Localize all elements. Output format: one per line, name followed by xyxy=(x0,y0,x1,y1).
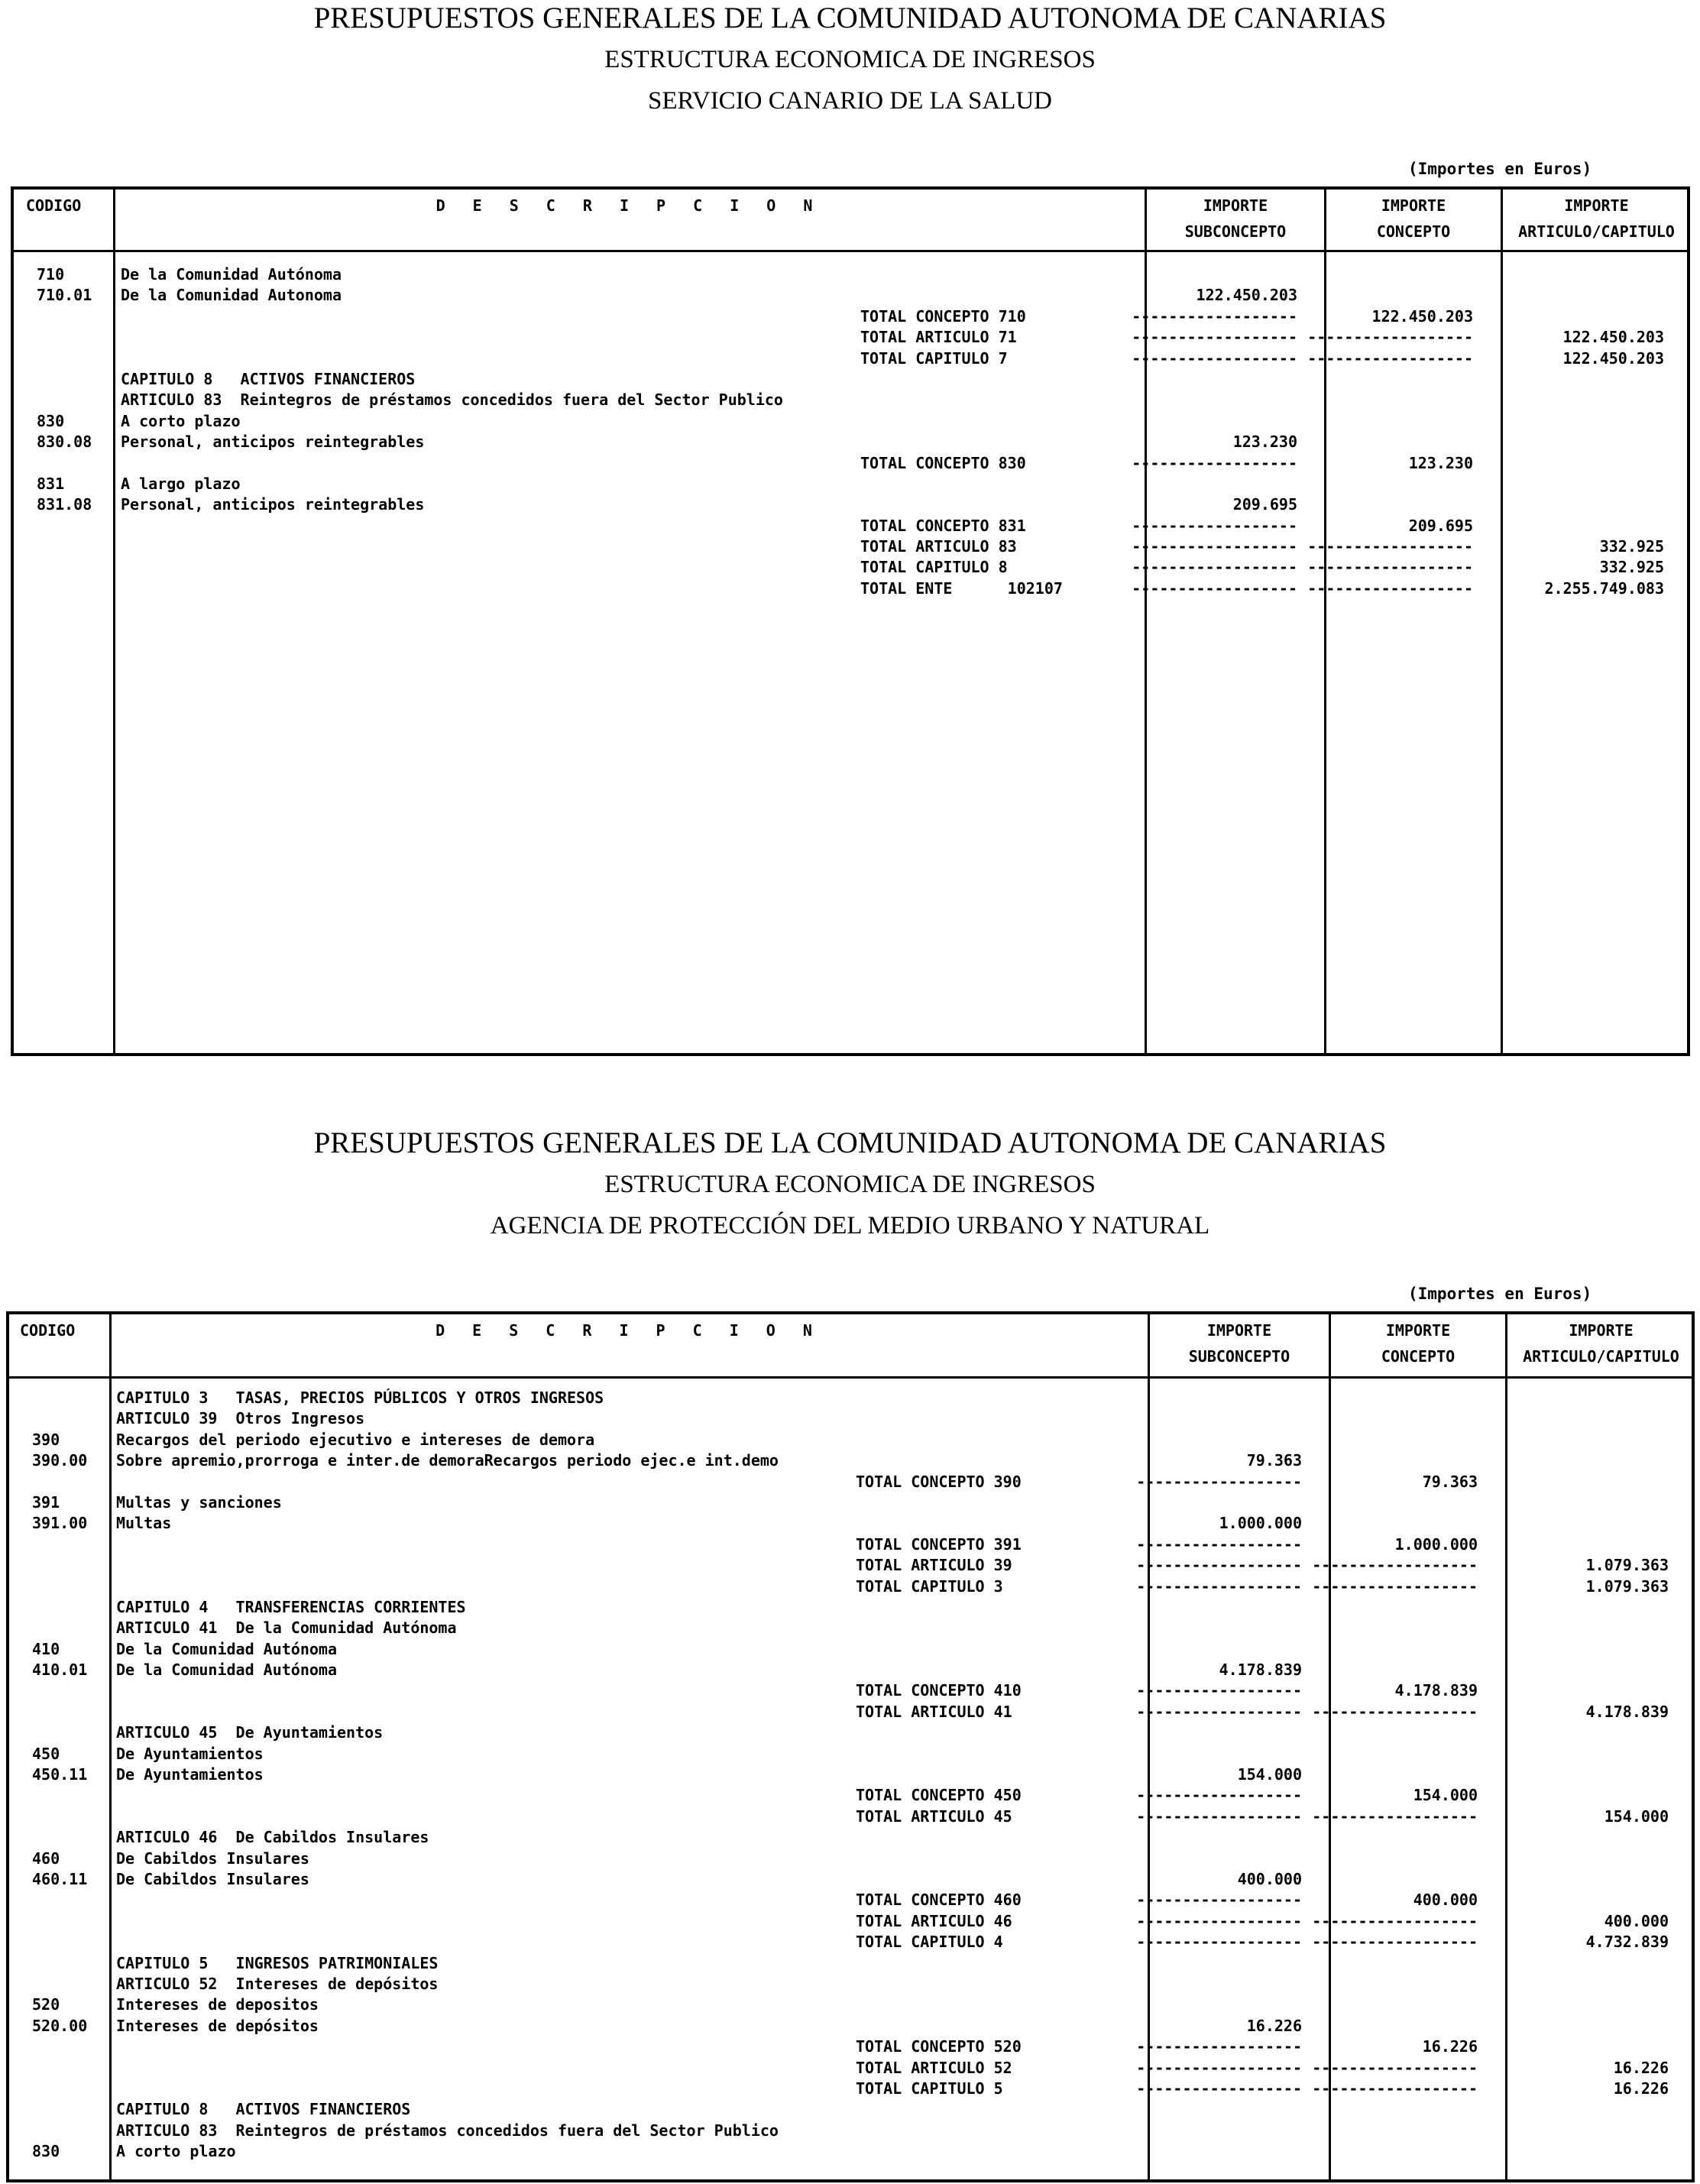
row-description: Recargos del periodo ejecutivo e intereses de demora xyxy=(116,1430,595,1449)
amount-concepto: ------------------ xyxy=(1312,1702,1478,1721)
row-code: 830 xyxy=(32,2142,60,2161)
amount-articulo-capitulo: 1.079.363 xyxy=(1585,1556,1669,1575)
row-description: De la Comunidad Autónoma xyxy=(116,1661,337,1680)
report-subtitle: ESTRUCTURA ECONOMICA DE INGRESOS xyxy=(604,46,1096,73)
total-row xyxy=(9,1576,1692,1597)
header-line: IMPORTE xyxy=(1203,196,1268,215)
header-line: IMPORTE xyxy=(1206,1321,1272,1340)
header-codigo: CODIGO xyxy=(20,1321,76,1340)
row-description: ARTICULO 41 De la Comunidad Autónoma xyxy=(116,1619,457,1638)
row-code: 831 xyxy=(37,474,65,493)
total-row xyxy=(9,1702,1692,1722)
amount-articulo-capitulo: 2.255.749.083 xyxy=(1544,578,1664,598)
row-description: De Ayuntamientos xyxy=(116,1744,264,1763)
row-total-label: TOTAL CAPITULO 7 xyxy=(860,348,1008,368)
table-row xyxy=(14,411,1687,432)
amount-articulo-capitulo: 16.226 xyxy=(1613,2079,1669,2098)
amount-concepto: 79.363 xyxy=(1422,1472,1478,1491)
row-code: 520.00 xyxy=(32,2016,88,2035)
row-total-label: TOTAL CONCEPTO 460 xyxy=(856,1891,1022,1910)
amount-concepto: 400.000 xyxy=(1413,1891,1478,1910)
amount-concepto: ------------------ xyxy=(1312,2058,1478,2077)
table-row xyxy=(9,1618,1692,1638)
amount-concepto: ------------------ xyxy=(1307,578,1473,598)
table-row xyxy=(9,1430,1692,1450)
units-note: (Importes en Euros) xyxy=(1408,160,1592,178)
total-row xyxy=(14,348,1687,369)
row-description: ARTICULO 83 Reintegros de préstamos concedidos fuera del Sector Publico xyxy=(116,2121,779,2140)
amount-subconcepto: 154.000 xyxy=(1237,1765,1302,1784)
total-row xyxy=(9,1472,1692,1492)
amount-concepto: ------------------ xyxy=(1312,2079,1478,2098)
row-code: 831.08 xyxy=(37,495,92,514)
total-row xyxy=(14,557,1687,578)
amount-articulo-capitulo: 1.079.363 xyxy=(1585,1576,1669,1596)
header-subconcepto xyxy=(1150,1317,1329,1369)
table-row xyxy=(9,1994,1692,2015)
total-row xyxy=(14,327,1687,348)
row-description: ARTICULO 46 De Cabildos Insulares xyxy=(116,1828,429,1847)
row-total-label: TOTAL ARTICULO 52 xyxy=(856,2058,1012,2077)
table-row xyxy=(14,264,1687,285)
row-description: ARTICULO 45 De Ayuntamientos xyxy=(116,1723,384,1742)
table-row xyxy=(9,1722,1692,1743)
header-descripcion: D E S C R I P C I O N xyxy=(436,1321,821,1340)
amount-articulo-capitulo: 332.925 xyxy=(1599,558,1664,577)
row-description: ARTICULO 52 Intereses de depósitos xyxy=(116,1974,439,1993)
row-total-label: TOTAL CONCEPTO 410 xyxy=(856,1681,1022,1700)
table-row xyxy=(9,1513,1692,1534)
header-line: IMPORTE xyxy=(1385,1321,1451,1340)
table-row xyxy=(9,1408,1692,1429)
table-row xyxy=(14,494,1687,515)
row-description: De Cabildos Insulares xyxy=(116,1869,309,1888)
amount-subconcepto: 122.450.203 xyxy=(1196,286,1297,305)
header-codigo: CODIGO xyxy=(26,196,82,215)
row-total-label: TOTAL CAPITULO 5 xyxy=(856,2079,1003,2098)
amount-subconcepto: ------------------ xyxy=(1136,1681,1302,1700)
header-divider xyxy=(9,1376,1692,1379)
header-line: SUBCONCEPTO xyxy=(1184,222,1287,241)
amount-subconcepto: ------------------ xyxy=(1136,1534,1302,1554)
total-row xyxy=(9,1806,1692,1827)
amount-subconcepto: ------------------ xyxy=(1136,2058,1302,2077)
row-description: ARTICULO 39 Otros Ingresos xyxy=(116,1409,365,1428)
table-row xyxy=(9,1827,1692,1848)
amount-concepto: ------------------ xyxy=(1312,1576,1478,1596)
table-row xyxy=(9,1869,1692,1890)
table-row xyxy=(14,390,1687,410)
row-total-label: TOTAL CONCEPTO 831 xyxy=(860,516,1026,535)
row-total-label: TOTAL CONCEPTO 710 xyxy=(860,306,1026,326)
amount-concepto: 16.226 xyxy=(1422,2037,1478,2056)
row-description: De la Comunidad Autónoma xyxy=(116,1639,337,1658)
header-line: SUBCONCEPTO xyxy=(1188,1347,1290,1366)
table-row xyxy=(9,1492,1692,1513)
row-description: Intereses de depositos xyxy=(116,1995,319,2014)
row-description: CAPITULO 4 TRANSFERENCIAS CORRIENTES xyxy=(116,1597,466,1616)
row-total-label: TOTAL ARTICULO 45 xyxy=(856,1806,1012,1826)
row-code: 830.08 xyxy=(37,433,92,452)
total-row xyxy=(14,578,1687,599)
row-total-label: TOTAL ENTE 102107 xyxy=(860,578,1063,598)
amount-concepto: 1.000.000 xyxy=(1394,1534,1478,1554)
row-code: 410 xyxy=(32,1639,60,1658)
row-total-label: TOTAL CAPITULO 4 xyxy=(856,1933,1003,1952)
row-description: Personal, anticipos reintegrables xyxy=(121,433,425,452)
total-row xyxy=(9,1890,1692,1910)
report-entity: AGENCIA DE PROTECCIÓN DEL MEDIO URBANO Y NATURAL xyxy=(490,1212,1210,1239)
header-concepto xyxy=(1326,193,1501,245)
amount-subconcepto: 400.000 xyxy=(1237,1869,1302,1888)
row-description: Sobre apremio,prorroga e inter.de demoraRecargos periodo ejec.e int.demo xyxy=(116,1451,779,1470)
amount-concepto: 154.000 xyxy=(1413,1786,1478,1805)
amount-articulo-capitulo: 122.450.203 xyxy=(1562,328,1664,347)
row-total-label: TOTAL ARTICULO 41 xyxy=(856,1702,1012,1721)
row-description: De la Comunidad Autónoma xyxy=(121,265,342,284)
table-row xyxy=(14,474,1687,494)
row-total-label: TOTAL CONCEPTO 830 xyxy=(860,453,1026,472)
amount-subconcepto: ------------------ xyxy=(1136,2037,1302,2056)
amount-concepto: ------------------ xyxy=(1307,558,1473,577)
row-code: 830 xyxy=(37,411,65,430)
header-line: ARTICULO/CAPITULO xyxy=(1523,1347,1679,1366)
amount-subconcepto: ------------------ xyxy=(1136,1786,1302,1805)
row-total-label: TOTAL ARTICULO 39 xyxy=(856,1556,1012,1575)
amount-subconcepto: ------------------ xyxy=(1136,1556,1302,1575)
amount-subconcepto: ------------------ xyxy=(1132,328,1297,347)
table-row xyxy=(9,1744,1692,1764)
row-description: Intereses de depósitos xyxy=(116,2016,319,2035)
table-row xyxy=(9,1953,1692,1974)
header-concepto xyxy=(1331,1317,1505,1369)
amount-subconcepto: ------------------ xyxy=(1136,1806,1302,1826)
amount-concepto: ------------------ xyxy=(1312,1556,1478,1575)
amount-subconcepto: ------------------ xyxy=(1132,348,1297,368)
amount-articulo-capitulo: 4.732.839 xyxy=(1585,1933,1669,1952)
row-total-label: TOTAL CAPITULO 8 xyxy=(860,558,1008,577)
table-body xyxy=(9,1388,1692,2162)
amount-subconcepto: ------------------ xyxy=(1136,1891,1302,1910)
header-line: CONCEPTO xyxy=(1376,222,1451,241)
budget-table-1 xyxy=(11,186,1690,1056)
row-code: 710.01 xyxy=(37,286,92,305)
amount-concepto: ------------------ xyxy=(1307,537,1473,556)
total-row xyxy=(9,1555,1692,1576)
amount-articulo-capitulo: 16.226 xyxy=(1613,2058,1669,2077)
total-row xyxy=(9,1680,1692,1701)
row-description: De Ayuntamientos xyxy=(116,1765,264,1784)
header-line: ARTICULO/CAPITULO xyxy=(1518,222,1675,241)
row-code: 460 xyxy=(32,1849,60,1868)
total-row xyxy=(14,306,1687,327)
row-description: Multas y sanciones xyxy=(116,1492,282,1512)
header-line: IMPORTE xyxy=(1569,1321,1634,1340)
table-row xyxy=(14,369,1687,390)
table-row xyxy=(9,1660,1692,1680)
row-description: Personal, anticipos reintegrables xyxy=(121,495,425,514)
total-row xyxy=(14,536,1687,557)
total-row xyxy=(9,2058,1692,2079)
amount-articulo-capitulo: 4.178.839 xyxy=(1585,1702,1669,1721)
report-title: PRESUPUESTOS GENERALES DE LA COMUNIDAD AUTONOMA DE CANARIAS xyxy=(313,1126,1387,1159)
amount-subconcepto: ------------------ xyxy=(1132,453,1297,472)
amount-articulo-capitulo: 122.450.203 xyxy=(1562,348,1664,368)
row-code: 450.11 xyxy=(32,1765,88,1784)
row-description: CAPITULO 5 INGRESOS PATRIMONIALES xyxy=(116,1953,439,1972)
row-total-label: TOTAL ARTICULO 46 xyxy=(856,1911,1012,1930)
total-row xyxy=(9,1911,1692,1932)
amount-concepto: 209.695 xyxy=(1408,516,1473,535)
amount-subconcepto: ------------------ xyxy=(1132,306,1297,326)
header-subconcepto xyxy=(1147,193,1324,245)
report-header-2 xyxy=(0,1125,1700,1239)
amount-concepto: 122.450.203 xyxy=(1371,306,1473,326)
row-code: 390 xyxy=(32,1430,60,1449)
row-description: CAPITULO 8 ACTIVOS FINANCIEROS xyxy=(116,2100,411,2119)
row-description: CAPITULO 8 ACTIVOS FINANCIEROS xyxy=(121,369,416,388)
table-row xyxy=(9,2141,1692,2162)
amount-subconcepto: 16.226 xyxy=(1246,2016,1302,2035)
units-note: (Importes en Euros) xyxy=(1408,1285,1592,1303)
total-row xyxy=(9,2037,1692,2057)
row-code: 520 xyxy=(32,1995,60,2014)
row-total-label: TOTAL CONCEPTO 450 xyxy=(856,1786,1022,1805)
row-description: A corto plazo xyxy=(116,2142,236,2161)
budget-table-2 xyxy=(6,1311,1695,2182)
amount-subconcepto: ------------------ xyxy=(1132,558,1297,577)
row-total-label: TOTAL CAPITULO 3 xyxy=(856,1576,1003,1596)
total-row xyxy=(14,453,1687,474)
report-title: PRESUPUESTOS GENERALES DE LA COMUNIDAD AUTONOMA DE CANARIAS xyxy=(313,2,1387,34)
amount-subconcepto: ------------------ xyxy=(1132,516,1297,535)
amount-subconcepto: 4.178.839 xyxy=(1219,1661,1302,1680)
amount-subconcepto: ------------------ xyxy=(1136,1576,1302,1596)
amount-concepto: ------------------ xyxy=(1312,1911,1478,1930)
header-articulo xyxy=(1503,193,1690,245)
row-code: 460.11 xyxy=(32,1869,88,1888)
amount-subconcepto: 79.363 xyxy=(1246,1451,1302,1470)
row-description: A corto plazo xyxy=(121,411,241,430)
amount-subconcepto: 209.695 xyxy=(1232,495,1297,514)
header-line: IMPORTE xyxy=(1564,196,1629,215)
total-row xyxy=(9,1785,1692,1806)
row-code: 391 xyxy=(32,1492,60,1512)
row-total-label: TOTAL CONCEPTO 391 xyxy=(856,1534,1022,1554)
amount-subconcepto: ------------------ xyxy=(1136,1472,1302,1491)
total-row xyxy=(14,516,1687,536)
row-code: 390.00 xyxy=(32,1451,88,1470)
report-subtitle: ESTRUCTURA ECONOMICA DE INGRESOS xyxy=(604,1171,1096,1198)
table-row xyxy=(9,2016,1692,2037)
row-total-label: TOTAL CONCEPTO 390 xyxy=(856,1472,1022,1491)
header-articulo xyxy=(1507,1317,1695,1369)
amount-articulo-capitulo: 154.000 xyxy=(1604,1806,1669,1826)
amount-articulo-capitulo: 400.000 xyxy=(1604,1911,1669,1930)
row-code: 450 xyxy=(32,1744,60,1763)
header-descripcion: D E S C R I P C I O N xyxy=(436,196,822,215)
row-description: CAPITULO 3 TASAS, PRECIOS PÚBLICOS Y OTROS INGRESOS xyxy=(116,1388,604,1407)
row-description: De la Comunidad Autonoma xyxy=(121,286,342,305)
row-code: 391.00 xyxy=(32,1514,88,1533)
table-row xyxy=(9,2121,1692,2141)
row-total-label: TOTAL CONCEPTO 520 xyxy=(856,2037,1022,2056)
amount-subconcepto: ------------------ xyxy=(1136,1933,1302,1952)
amount-subconcepto: ------------------ xyxy=(1132,578,1297,598)
table-row xyxy=(14,432,1687,452)
table-row xyxy=(9,2099,1692,2120)
row-code: 410.01 xyxy=(32,1661,88,1680)
total-row xyxy=(9,1534,1692,1555)
header-line: CONCEPTO xyxy=(1381,1347,1456,1366)
header-divider xyxy=(14,250,1687,252)
amount-concepto: 123.230 xyxy=(1408,453,1473,472)
table-row xyxy=(9,1597,1692,1618)
amount-subconcepto: 123.230 xyxy=(1232,433,1297,452)
table-row xyxy=(9,1764,1692,1785)
row-description: Multas xyxy=(116,1514,172,1533)
total-row xyxy=(9,2079,1692,2099)
amount-subconcepto: ------------------ xyxy=(1132,537,1297,556)
amount-articulo-capitulo: 332.925 xyxy=(1599,537,1664,556)
table-row xyxy=(9,1639,1692,1660)
amount-concepto: ------------------ xyxy=(1312,1933,1478,1952)
table-row xyxy=(9,1849,1692,1869)
amount-concepto: ------------------ xyxy=(1312,1806,1478,1826)
total-row xyxy=(9,1932,1692,1952)
report-entity: SERVICIO CANARIO DE LA SALUD xyxy=(647,87,1053,115)
report-header-1 xyxy=(0,0,1700,115)
table-body xyxy=(14,264,1687,599)
table-row xyxy=(9,1388,1692,1408)
row-total-label: TOTAL ARTICULO 71 xyxy=(860,328,1017,347)
amount-subconcepto: ------------------ xyxy=(1136,2079,1302,2098)
row-total-label: TOTAL ARTICULO 83 xyxy=(860,537,1017,556)
table-row xyxy=(9,1450,1692,1471)
row-description: A largo plazo xyxy=(121,474,241,493)
row-description: De Cabildos Insulares xyxy=(116,1849,309,1868)
amount-concepto: 4.178.839 xyxy=(1394,1681,1478,1700)
amount-subconcepto: 1.000.000 xyxy=(1219,1514,1302,1533)
amount-subconcepto: ------------------ xyxy=(1136,1702,1302,1721)
header-line: IMPORTE xyxy=(1381,196,1446,215)
row-code: 710 xyxy=(37,265,65,284)
amount-subconcepto: ------------------ xyxy=(1136,1911,1302,1930)
table-row xyxy=(14,285,1687,306)
amount-concepto: ------------------ xyxy=(1307,328,1473,347)
amount-concepto: ------------------ xyxy=(1307,348,1473,368)
row-description: ARTICULO 83 Reintegros de préstamos concedidos fuera del Sector Publico xyxy=(121,390,783,410)
table-row xyxy=(9,1974,1692,1994)
